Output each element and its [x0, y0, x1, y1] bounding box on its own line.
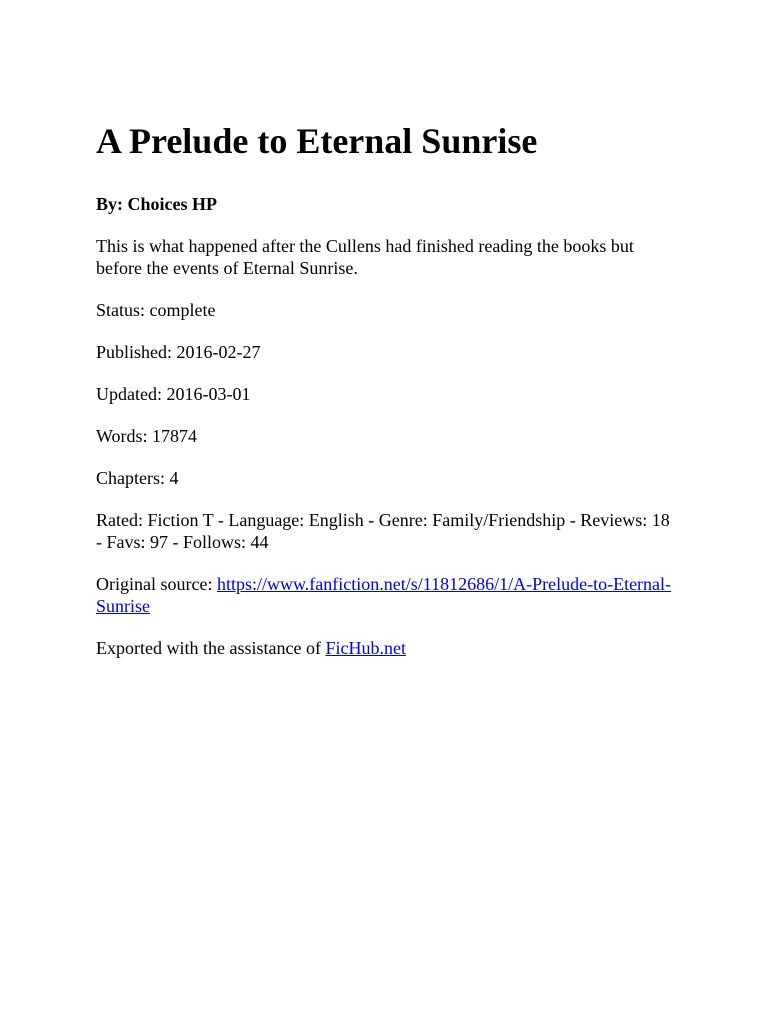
word-count: Words: 17874: [96, 426, 198, 446]
document-page: [96, 118, 672, 679]
export-credit-label: Exported with the assistance of: [96, 638, 326, 658]
export-credit: [96, 637, 672, 659]
story-summary: This is what happened after the Cullens had finished reading the books but before the events of Eternal Sunrise.: [96, 236, 634, 278]
rating-line: Rated: Fiction T - Language: English - Genre: Family/Friendship - Reviews: 18 - Favs: 97 - Follows: 44: [96, 510, 670, 552]
author-line: By: Choices HP: [96, 194, 217, 214]
updated-date: Updated: 2016-03-01: [96, 384, 251, 404]
chapter-count: Chapters: 4: [96, 468, 179, 488]
original-source-link[interactable]: https://www.fanfiction.net/s/11812686/1/A-Prelude-to-Eternal-Sunrise: [96, 574, 672, 616]
original-source-label: Original source:: [96, 574, 217, 594]
published-date: Published: 2016-02-27: [96, 342, 261, 362]
story-title: A Prelude to Eternal Sunrise: [96, 121, 538, 161]
fichub-link[interactable]: FicHub.net: [325, 638, 406, 658]
status-line: Status: complete: [96, 300, 216, 320]
original-source: [96, 573, 672, 617]
